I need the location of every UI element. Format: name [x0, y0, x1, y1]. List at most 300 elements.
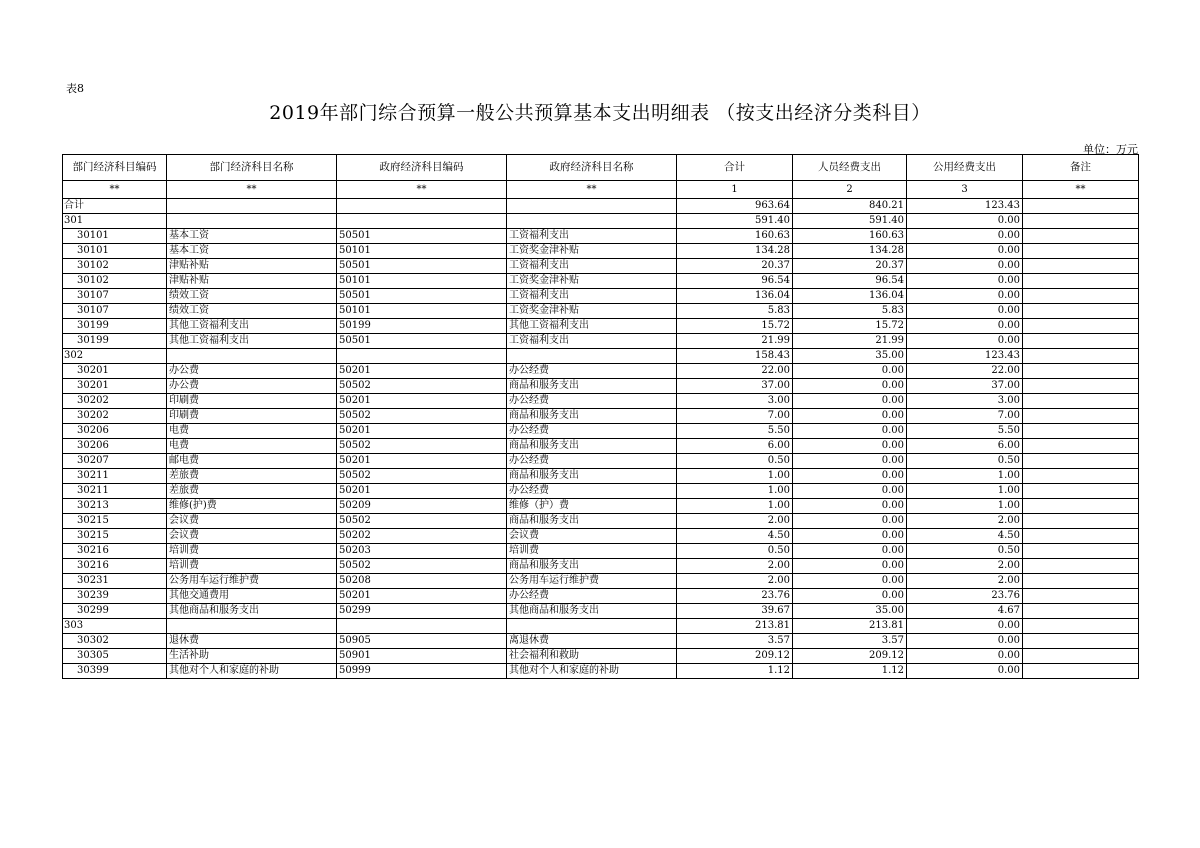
col-header-total: 合计 — [677, 155, 793, 181]
dept-code-cell: 30207 — [63, 454, 167, 469]
gov-code-cell — [337, 349, 507, 364]
personnel-cell: 3.57 — [793, 634, 907, 649]
gov-name-cell: 办公经费 — [507, 424, 677, 439]
gov-name-cell: 商品和服务支出 — [507, 559, 677, 574]
budget-table — [62, 154, 1139, 679]
dept-code-cell: 30199 — [63, 334, 167, 349]
gov-name-cell: 其他对个人和家庭的补助 — [507, 664, 677, 679]
public-cell: 1.00 — [907, 469, 1023, 484]
public-cell: 3.00 — [907, 394, 1023, 409]
column-number-row — [63, 181, 1139, 199]
personnel-cell: 0.00 — [793, 469, 907, 484]
public-cell: 0.00 — [907, 649, 1023, 664]
dept-name-cell: 退休费 — [167, 634, 337, 649]
public-cell: 0.00 — [907, 304, 1023, 319]
total-cell: 1.12 — [677, 664, 793, 679]
dept-name-cell: 其他商品和服务支出 — [167, 604, 337, 619]
dept-name-cell: 绩效工资 — [167, 289, 337, 304]
personnel-cell: 0.00 — [793, 484, 907, 499]
dept-name-cell: 办公费 — [167, 364, 337, 379]
dept-code-cell: 30107 — [63, 289, 167, 304]
gov-code-cell: 50101 — [337, 244, 507, 259]
remarks-cell — [1023, 244, 1139, 259]
personnel-cell: 0.00 — [793, 364, 907, 379]
gov-name-cell: 商品和服务支出 — [507, 409, 677, 424]
public-cell: 23.76 — [907, 589, 1023, 604]
gov-code-cell — [337, 214, 507, 229]
gov-name-cell — [507, 619, 677, 634]
personnel-cell: 0.00 — [793, 589, 907, 604]
table-row — [63, 604, 1139, 619]
public-cell: 6.00 — [907, 439, 1023, 454]
public-cell: 2.00 — [907, 559, 1023, 574]
personnel-cell: 0.00 — [793, 454, 907, 469]
dept-code-cell: 30231 — [63, 574, 167, 589]
public-cell: 0.00 — [907, 619, 1023, 634]
dept-code-cell: 30101 — [63, 229, 167, 244]
personnel-cell: 5.83 — [793, 304, 907, 319]
col-number: ** — [337, 181, 507, 199]
total-cell: 23.76 — [677, 589, 793, 604]
public-cell: 0.00 — [907, 289, 1023, 304]
dept-code-cell: 30201 — [63, 364, 167, 379]
dept-code-cell: 30102 — [63, 259, 167, 274]
remarks-cell — [1023, 529, 1139, 544]
gov-name-cell: 办公经费 — [507, 364, 677, 379]
gov-code-cell: 50199 — [337, 319, 507, 334]
table-row — [63, 529, 1139, 544]
table-row — [63, 304, 1139, 319]
gov-code-cell: 50202 — [337, 529, 507, 544]
table-row — [63, 199, 1139, 214]
gov-name-cell: 商品和服务支出 — [507, 469, 677, 484]
total-cell: 5.50 — [677, 424, 793, 439]
dept-name-cell: 其他工资福利支出 — [167, 334, 337, 349]
unit-label: 单位：万元 — [1083, 143, 1138, 156]
table-row — [63, 454, 1139, 469]
total-cell: 136.04 — [677, 289, 793, 304]
gov-name-cell: 社会福利和救助 — [507, 649, 677, 664]
gov-code-cell: 50101 — [337, 304, 507, 319]
gov-code-cell: 50208 — [337, 574, 507, 589]
remarks-cell — [1023, 649, 1139, 664]
dept-code-cell: 30299 — [63, 604, 167, 619]
total-cell: 0.50 — [677, 544, 793, 559]
remarks-cell — [1023, 289, 1139, 304]
table-row — [63, 559, 1139, 574]
personnel-cell: 0.00 — [793, 529, 907, 544]
col-header-gov-code: 政府经济科目编码 — [337, 155, 507, 181]
dept-code-cell: 合计 — [63, 199, 167, 214]
table-row — [63, 499, 1139, 514]
personnel-cell: 96.54 — [793, 274, 907, 289]
total-cell: 591.40 — [677, 214, 793, 229]
table-row — [63, 409, 1139, 424]
gov-code-cell: 50201 — [337, 394, 507, 409]
dept-code-cell: 30206 — [63, 424, 167, 439]
table-header-row — [63, 155, 1139, 181]
total-cell: 37.00 — [677, 379, 793, 394]
remarks-cell — [1023, 319, 1139, 334]
gov-code-cell: 50201 — [337, 424, 507, 439]
total-cell: 96.54 — [677, 274, 793, 289]
dept-name-cell: 其他交通费用 — [167, 589, 337, 604]
public-cell: 1.00 — [907, 499, 1023, 514]
table-row — [63, 364, 1139, 379]
dept-name-cell: 其他对个人和家庭的补助 — [167, 664, 337, 679]
dept-code-cell: 303 — [63, 619, 167, 634]
gov-name-cell: 商品和服务支出 — [507, 514, 677, 529]
dept-name-cell: 生活补助 — [167, 649, 337, 664]
remarks-cell — [1023, 454, 1139, 469]
gov-name-cell: 其他商品和服务支出 — [507, 604, 677, 619]
page-title: 2019年部门综合预算一般公共预算基本支出明细表 （按支出经济分类科目） — [269, 102, 931, 124]
total-cell: 2.00 — [677, 574, 793, 589]
total-cell: 15.72 — [677, 319, 793, 334]
table-row — [63, 514, 1139, 529]
col-number: ** — [167, 181, 337, 199]
public-cell: 0.50 — [907, 544, 1023, 559]
remarks-cell — [1023, 424, 1139, 439]
dept-name-cell — [167, 619, 337, 634]
dept-code-cell: 30101 — [63, 244, 167, 259]
gov-code-cell: 50901 — [337, 649, 507, 664]
table-row — [63, 589, 1139, 604]
remarks-cell — [1023, 349, 1139, 364]
remarks-cell — [1023, 409, 1139, 424]
total-cell: 5.83 — [677, 304, 793, 319]
remarks-cell — [1023, 439, 1139, 454]
public-cell: 0.00 — [907, 664, 1023, 679]
gov-code-cell: 50501 — [337, 259, 507, 274]
dept-code-cell: 30399 — [63, 664, 167, 679]
gov-name-cell: 工资福利支出 — [507, 229, 677, 244]
personnel-cell: 0.00 — [793, 379, 907, 394]
dept-code-cell: 30202 — [63, 409, 167, 424]
gov-name-cell: 培训费 — [507, 544, 677, 559]
dept-name-cell — [167, 214, 337, 229]
public-cell: 123.43 — [907, 199, 1023, 214]
public-cell: 7.00 — [907, 409, 1023, 424]
total-cell: 158.43 — [677, 349, 793, 364]
total-cell: 963.64 — [677, 199, 793, 214]
remarks-cell — [1023, 574, 1139, 589]
gov-code-cell: 50201 — [337, 454, 507, 469]
table-row — [63, 649, 1139, 664]
public-cell: 0.00 — [907, 214, 1023, 229]
total-cell: 7.00 — [677, 409, 793, 424]
gov-code-cell: 50501 — [337, 334, 507, 349]
dept-code-cell: 302 — [63, 349, 167, 364]
remarks-cell — [1023, 229, 1139, 244]
public-cell: 2.00 — [907, 574, 1023, 589]
public-cell: 0.00 — [907, 244, 1023, 259]
col-number: 3 — [907, 181, 1023, 199]
personnel-cell: 35.00 — [793, 349, 907, 364]
total-cell: 209.12 — [677, 649, 793, 664]
public-cell: 0.00 — [907, 634, 1023, 649]
remarks-cell — [1023, 559, 1139, 574]
dept-name-cell — [167, 349, 337, 364]
remarks-cell — [1023, 619, 1139, 634]
table-row — [63, 289, 1139, 304]
remarks-cell — [1023, 544, 1139, 559]
public-cell: 0.50 — [907, 454, 1023, 469]
dept-code-cell: 30201 — [63, 379, 167, 394]
gov-code-cell: 50502 — [337, 514, 507, 529]
table-row — [63, 319, 1139, 334]
dept-code-cell: 30215 — [63, 529, 167, 544]
personnel-cell: 0.00 — [793, 409, 907, 424]
remarks-cell — [1023, 664, 1139, 679]
dept-name-cell: 维修(护)费 — [167, 499, 337, 514]
remarks-cell — [1023, 394, 1139, 409]
table-row — [63, 214, 1139, 229]
dept-name-cell: 办公费 — [167, 379, 337, 394]
dept-code-cell: 30199 — [63, 319, 167, 334]
table-row — [63, 394, 1139, 409]
personnel-cell: 840.21 — [793, 199, 907, 214]
dept-code-cell: 30102 — [63, 274, 167, 289]
gov-name-cell — [507, 214, 677, 229]
gov-code-cell: 50502 — [337, 439, 507, 454]
public-cell: 0.00 — [907, 259, 1023, 274]
gov-code-cell — [337, 199, 507, 214]
remarks-cell — [1023, 199, 1139, 214]
table-row — [63, 439, 1139, 454]
table-row — [63, 469, 1139, 484]
gov-name-cell: 工资福利支出 — [507, 289, 677, 304]
dept-code-cell: 30239 — [63, 589, 167, 604]
total-cell: 20.37 — [677, 259, 793, 274]
dept-name-cell: 基本工资 — [167, 229, 337, 244]
dept-name-cell: 差旅费 — [167, 469, 337, 484]
total-cell: 1.00 — [677, 469, 793, 484]
gov-code-cell: 50502 — [337, 379, 507, 394]
gov-code-cell: 50905 — [337, 634, 507, 649]
dept-name-cell: 邮电费 — [167, 454, 337, 469]
table-row — [63, 634, 1139, 649]
personnel-cell: 1.12 — [793, 664, 907, 679]
personnel-cell: 0.00 — [793, 514, 907, 529]
gov-name-cell: 离退休费 — [507, 634, 677, 649]
total-cell: 3.57 — [677, 634, 793, 649]
public-cell: 1.00 — [907, 484, 1023, 499]
table-row — [63, 229, 1139, 244]
total-cell: 134.28 — [677, 244, 793, 259]
gov-code-cell: 50999 — [337, 664, 507, 679]
col-header-public: 公用经费支出 — [907, 155, 1023, 181]
remarks-cell — [1023, 469, 1139, 484]
public-cell: 123.43 — [907, 349, 1023, 364]
personnel-cell: 0.00 — [793, 439, 907, 454]
gov-code-cell: 50203 — [337, 544, 507, 559]
gov-name-cell: 工资福利支出 — [507, 334, 677, 349]
dept-code-cell: 301 — [63, 214, 167, 229]
total-cell: 0.50 — [677, 454, 793, 469]
total-cell: 6.00 — [677, 439, 793, 454]
gov-code-cell: 50502 — [337, 469, 507, 484]
personnel-cell: 15.72 — [793, 319, 907, 334]
gov-name-cell: 工资奖金津补贴 — [507, 274, 677, 289]
col-number: ** — [507, 181, 677, 199]
public-cell: 0.00 — [907, 319, 1023, 334]
gov-name-cell: 其他工资福利支出 — [507, 319, 677, 334]
gov-name-cell: 商品和服务支出 — [507, 379, 677, 394]
gov-code-cell: 50201 — [337, 484, 507, 499]
personnel-cell: 591.40 — [793, 214, 907, 229]
total-cell: 1.00 — [677, 484, 793, 499]
dept-name-cell: 津贴补贴 — [167, 274, 337, 289]
personnel-cell: 20.37 — [793, 259, 907, 274]
remarks-cell — [1023, 604, 1139, 619]
dept-name-cell: 公务用车运行维护费 — [167, 574, 337, 589]
dept-name-cell: 其他工资福利支出 — [167, 319, 337, 334]
gov-name-cell: 工资奖金津补贴 — [507, 244, 677, 259]
col-header-personnel: 人员经费支出 — [793, 155, 907, 181]
remarks-cell — [1023, 634, 1139, 649]
total-cell: 21.99 — [677, 334, 793, 349]
gov-name-cell: 维修（护）费 — [507, 499, 677, 514]
dept-name-cell: 基本工资 — [167, 244, 337, 259]
col-header-dept-code: 部门经济科目编码 — [63, 155, 167, 181]
public-cell: 0.00 — [907, 274, 1023, 289]
remarks-cell — [1023, 259, 1139, 274]
remarks-cell — [1023, 304, 1139, 319]
total-cell: 1.00 — [677, 499, 793, 514]
personnel-cell: 35.00 — [793, 604, 907, 619]
dept-name-cell: 电费 — [167, 424, 337, 439]
gov-name-cell: 工资奖金津补贴 — [507, 304, 677, 319]
total-cell: 2.00 — [677, 514, 793, 529]
dept-code-cell: 30211 — [63, 469, 167, 484]
table-row — [63, 334, 1139, 349]
total-cell: 160.63 — [677, 229, 793, 244]
dept-code-cell: 30302 — [63, 634, 167, 649]
dept-name-cell: 印刷费 — [167, 409, 337, 424]
public-cell: 4.67 — [907, 604, 1023, 619]
table-number: 表8 — [66, 82, 84, 95]
public-cell: 22.00 — [907, 364, 1023, 379]
personnel-cell: 0.00 — [793, 499, 907, 514]
gov-code-cell: 50201 — [337, 364, 507, 379]
table-row — [63, 244, 1139, 259]
table-row — [63, 484, 1139, 499]
remarks-cell — [1023, 274, 1139, 289]
dept-code-cell: 30213 — [63, 499, 167, 514]
table-row — [63, 574, 1139, 589]
personnel-cell: 134.28 — [793, 244, 907, 259]
public-cell: 5.50 — [907, 424, 1023, 439]
table-row — [63, 349, 1139, 364]
personnel-cell: 0.00 — [793, 544, 907, 559]
public-cell: 37.00 — [907, 379, 1023, 394]
gov-code-cell: 50201 — [337, 589, 507, 604]
gov-code-cell — [337, 619, 507, 634]
gov-code-cell: 50299 — [337, 604, 507, 619]
dept-name-cell: 津贴补贴 — [167, 259, 337, 274]
table-row — [63, 259, 1139, 274]
table-row — [63, 619, 1139, 634]
personnel-cell: 0.00 — [793, 424, 907, 439]
gov-code-cell: 50501 — [337, 289, 507, 304]
gov-code-cell: 50501 — [337, 229, 507, 244]
total-cell: 2.00 — [677, 559, 793, 574]
col-number: ** — [1023, 181, 1139, 199]
public-cell: 0.00 — [907, 334, 1023, 349]
remarks-cell — [1023, 514, 1139, 529]
remarks-cell — [1023, 334, 1139, 349]
personnel-cell: 136.04 — [793, 289, 907, 304]
remarks-cell — [1023, 484, 1139, 499]
col-header-dept-name: 部门经济科目名称 — [167, 155, 337, 181]
remarks-cell — [1023, 499, 1139, 514]
dept-code-cell: 30206 — [63, 439, 167, 454]
personnel-cell: 160.63 — [793, 229, 907, 244]
dept-name-cell: 差旅费 — [167, 484, 337, 499]
gov-name-cell: 办公经费 — [507, 589, 677, 604]
personnel-cell: 0.00 — [793, 559, 907, 574]
gov-name-cell — [507, 199, 677, 214]
remarks-cell — [1023, 364, 1139, 379]
dept-code-cell: 30107 — [63, 304, 167, 319]
dept-code-cell: 30216 — [63, 559, 167, 574]
total-cell: 213.81 — [677, 619, 793, 634]
total-cell: 4.50 — [677, 529, 793, 544]
gov-code-cell: 50101 — [337, 274, 507, 289]
col-header-gov-name: 政府经济科目名称 — [507, 155, 677, 181]
col-number: 1 — [677, 181, 793, 199]
dept-code-cell: 30202 — [63, 394, 167, 409]
gov-name-cell — [507, 349, 677, 364]
col-number: ** — [63, 181, 167, 199]
table-row — [63, 544, 1139, 559]
dept-code-cell: 30215 — [63, 514, 167, 529]
gov-name-cell: 会议费 — [507, 529, 677, 544]
table-row — [63, 379, 1139, 394]
table-row — [63, 274, 1139, 289]
personnel-cell: 209.12 — [793, 649, 907, 664]
col-number: 2 — [793, 181, 907, 199]
gov-name-cell: 工资福利支出 — [507, 259, 677, 274]
dept-code-cell: 30216 — [63, 544, 167, 559]
table-row — [63, 424, 1139, 439]
remarks-cell — [1023, 589, 1139, 604]
dept-name-cell: 培训费 — [167, 544, 337, 559]
dept-code-cell: 30211 — [63, 484, 167, 499]
total-cell: 22.00 — [677, 364, 793, 379]
gov-name-cell: 办公经费 — [507, 484, 677, 499]
gov-code-cell: 50502 — [337, 409, 507, 424]
dept-code-cell: 30305 — [63, 649, 167, 664]
dept-name-cell: 印刷费 — [167, 394, 337, 409]
gov-code-cell: 50502 — [337, 559, 507, 574]
personnel-cell: 213.81 — [793, 619, 907, 634]
gov-name-cell: 办公经费 — [507, 394, 677, 409]
dept-name-cell: 绩效工资 — [167, 304, 337, 319]
dept-name-cell: 会议费 — [167, 529, 337, 544]
public-cell: 4.50 — [907, 529, 1023, 544]
remarks-cell — [1023, 214, 1139, 229]
personnel-cell: 21.99 — [793, 334, 907, 349]
table-row — [63, 664, 1139, 679]
dept-name-cell — [167, 199, 337, 214]
public-cell: 2.00 — [907, 514, 1023, 529]
dept-name-cell: 培训费 — [167, 559, 337, 574]
dept-name-cell: 会议费 — [167, 514, 337, 529]
total-cell: 3.00 — [677, 394, 793, 409]
public-cell: 0.00 — [907, 229, 1023, 244]
